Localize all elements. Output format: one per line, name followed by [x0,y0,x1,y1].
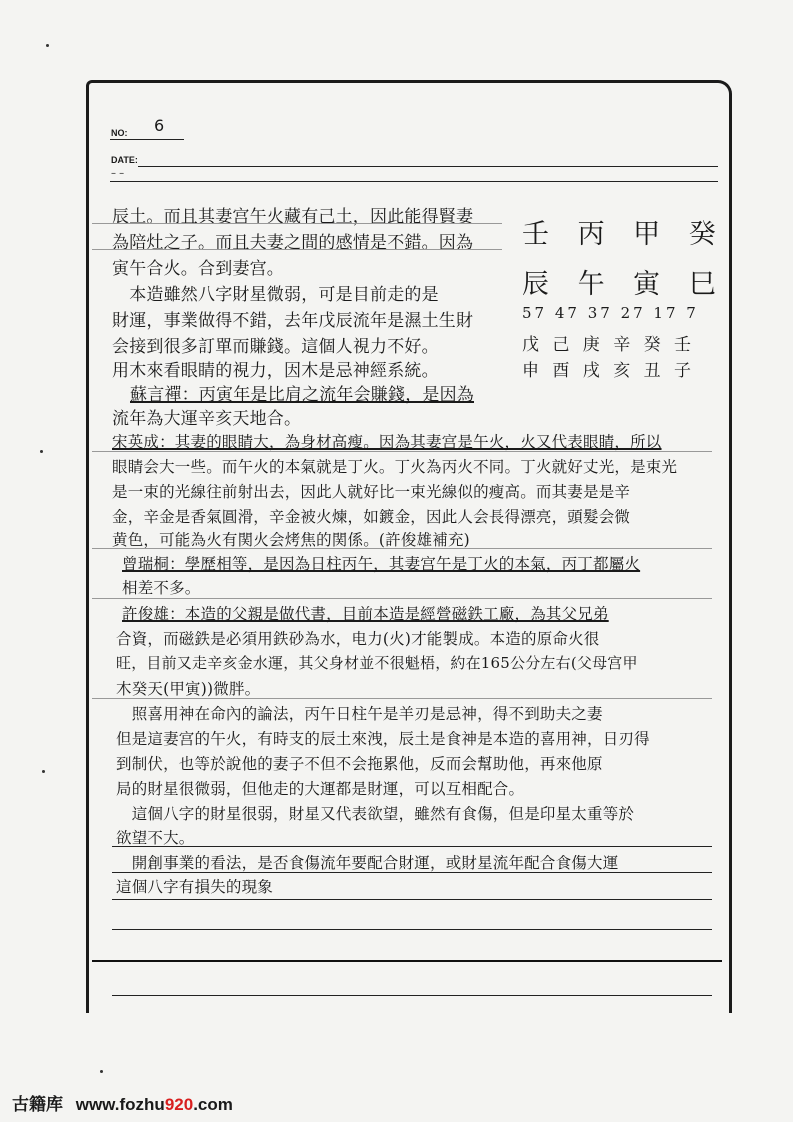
scan-speck [42,770,45,773]
site-url-prefix: www.fozhu [75,1095,165,1114]
ruled-line [92,960,722,962]
text-line: 寅午合火。合到妻宫。 [112,259,284,279]
text-line: 辰土。而且其妻宫午火藏有己土，因此能得賢妻 [112,207,474,227]
text-line: 黄色，可能為火有関火会烤焦的関係。(許俊雄補充) [112,531,470,549]
date-label: DATE: [111,155,138,165]
text-line: 為陪灶之子。而且夫妻之間的感情是不錯。因為 [112,233,474,253]
ruled-line [92,249,502,250]
text-line: 欲望不大。 [116,829,195,847]
text-line: 財運，事業做得不錯，去年戊辰流年是濕土生財 [112,311,474,331]
luck-branches-row: 申 酉 戌 亥 丑 子 [522,361,696,381]
no-underline [110,139,184,140]
text-line: 這個八字有損失的現象 [116,878,274,896]
scan-speck [40,450,43,453]
date-value: – – [111,168,125,179]
text-line: 木癸天(甲寅))微胖。 [116,680,261,698]
text-line: 局的財星很微弱，但他走的大運都是財運，可以互相配合。 [116,780,525,798]
header-rule [110,181,718,182]
ruled-line [92,223,502,224]
ruled-line [112,899,712,900]
site-url-number: 920 [164,1095,194,1114]
text-line: 但是這妻宫的午火，有時支的辰土來洩，辰土是食神是本造的喜用神，日刃得 [116,730,650,748]
text-line: 用木來看眼睛的視力，因木是忌神經系統。 [112,361,439,381]
text-line: 会接到很多訂單而賺錢。這個人視力不好。 [112,337,439,357]
no-label: NO: [111,128,128,138]
text-line: 金，辛金是香氣圓滑，辛金被火煉，如鍍金，因此人会長得漂亮，頭髮会微 [112,508,631,526]
ruled-line [92,548,712,549]
ruled-line [112,995,712,996]
ruled-line [112,846,712,847]
text-line: 流年為大運辛亥天地合。 [112,409,302,429]
text-line: 相差不多。 [122,579,201,597]
ruled-line [112,929,712,930]
earthly-branches-row: 辰 午 寅 巳 [522,269,726,300]
scan-speck [100,1070,103,1073]
site-name: 古籍库 [12,1095,63,1114]
date-rule [138,166,718,167]
site-watermark [12,1090,233,1115]
text-line: 旺，目前又走辛亥金水運，其父身材並不很魁梧，約在165公分左右(父母宫甲 [116,654,638,672]
text-line: 眼睛会大一些。而午火的本氣就是丁火。丁火為丙火不同。丁火就好丈光，是束光 [112,458,678,476]
site-url-suffix: .com [193,1095,233,1114]
scan-speck [46,44,49,47]
page-number: 6 [154,116,165,135]
luck-stems-row: 戊 己 庚 辛 癸 壬 [522,335,696,355]
ruled-line [92,598,712,599]
text-line: 到制伏，也等於說他的妻子不但不会拖累他，反而会幫助他，再來他原 [116,755,603,773]
text-line: 這個八字的財星很弱，財星又代表欲望，雖然有食傷，但是印星太重等於 [116,805,635,823]
commentator-line: 曾瑞桐：學歷相等，是因為日柱丙午，其妻宫午是丁火的本氣，丙丁都屬火 [122,555,641,573]
text-line: 照喜用神在命內的論法，丙午日柱午是羊刃是忌神，得不到助夫之妻 [116,705,603,723]
heavenly-stems-row: 壬 丙 甲 癸 [522,219,726,250]
commentator-line: 宋英成：其妻的眼睛大，為身材高瘦。因為其妻宫是午火，火又代表眼睛，所以 [112,433,662,451]
text-line: 本造雖然八字財星微弱，可是目前走的是 [112,285,439,305]
luck-ages-row: 57 47 37 27 17 7 [522,304,699,322]
text-line: 是一束的光線往前射出去，因此人就好比一束光線似的瘦高。而其妻是是辛 [112,483,631,501]
ruled-line [92,698,712,699]
commentator-line: 蘇言禪：丙寅年是比肩之流年会賺錢，是因為 [130,385,474,405]
ruled-line [92,451,712,452]
commentator-line: 許俊雄：本造的父親是做代書，目前本造是經營磁鉄工廠，為其父兄弟 [122,605,609,623]
text-line: 開創事業的看法，是否食傷流年要配合財運，或財星流年配合食傷大運 [116,854,619,872]
ruled-line [112,872,712,873]
text-line: 合資，而磁鉄是必須用鉄砂為水，电力(火)才能製成。本造的原命火很 [116,630,600,648]
